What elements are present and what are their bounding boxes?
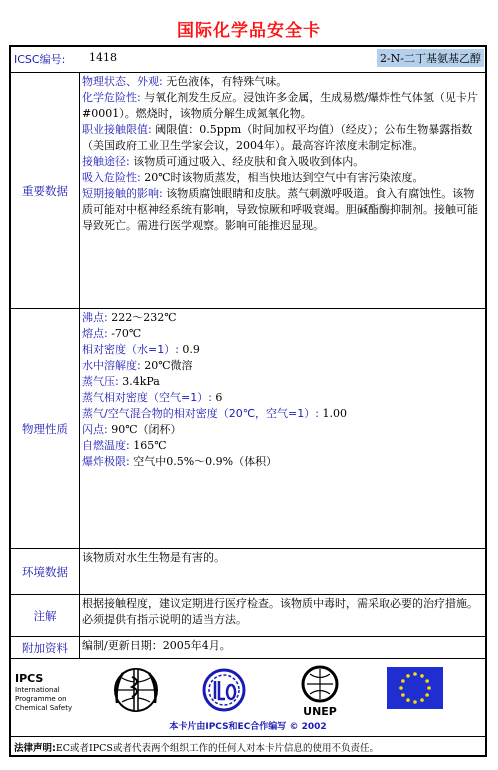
important-value: 与氧化剂发生反应。浸蚀许多金属，生成易燃/爆炸性气体氢（见卡片#0001）。燃烧时，该物质分解生成氮氧化物。 (82, 91, 478, 120)
chemical-name[interactable]: 2-N-二丁基氨基乙醇 (377, 49, 484, 67)
property-key: 爆炸极限: (82, 455, 130, 468)
important-key: 吸入危险性: (82, 171, 141, 184)
property-item (82, 422, 482, 438)
notes-text: 根据接触程度，建议定期进行医疗检查。该物质中毒时，需采取必要的治疗措施。必须提供有指示说明的适当方法。 (82, 597, 478, 626)
eu-star-icon (420, 698, 424, 702)
environment-row (11, 549, 485, 595)
property-value: 1.00 (322, 407, 347, 420)
legal-text: EC或者IPCS或者代表两个组织工作的任何人对本卡片信息的使用不负责任。 (55, 743, 379, 754)
important-key: 接触途径: (82, 155, 130, 168)
property-key: 蒸气相对密度（空气=1）: (82, 391, 212, 404)
important-item (82, 122, 482, 154)
property-item (82, 374, 482, 390)
property-item (82, 438, 482, 454)
property-key: 闪点: (82, 423, 108, 436)
eu-star-icon (401, 693, 405, 697)
eu-star-icon (406, 674, 410, 678)
ipcs-line: Chemical Safety (15, 704, 73, 712)
property-item (82, 454, 482, 470)
unep-emblem-icon (293, 663, 347, 717)
physical-properties-content (80, 309, 485, 548)
physical-properties-label: 物理性质 (11, 309, 80, 548)
important-item (82, 154, 482, 170)
property-key: 蒸气/空气混合物的相对密度（20℃，空气=1）: (82, 407, 319, 420)
property-key: 沸点: (82, 311, 108, 324)
property-value: 空气中0.5%～0.9%（体积） (133, 455, 278, 468)
ipcs-logo (15, 667, 72, 713)
important-key: 短期接触的影响: (82, 187, 163, 200)
eu-star-icon (413, 700, 417, 704)
eu-star-icon (413, 672, 417, 676)
ipcs-title: IPCS (15, 672, 44, 685)
important-item (82, 74, 482, 90)
ipcs-line: International (15, 686, 60, 694)
card-title: 国际化学品安全卡 (177, 21, 321, 41)
logo-row (11, 659, 485, 737)
important-data-content (80, 73, 485, 308)
property-item (82, 342, 482, 358)
physical-properties-row (11, 309, 485, 549)
legal-label: 法律声明: (14, 743, 56, 754)
property-key: 熔点: (82, 327, 108, 340)
important-data-label: 重要数据 (11, 73, 80, 308)
important-value: 该物质腐蚀眼睛和皮肤。蒸气刺激呼吸道。食入有腐蚀性。该物质可能对中枢神经系统有影响，导致惊厥和呼吸衰竭。胆碱酯酶抑制剂。接触可能导致死亡。需进行医学观察。影响可能推迟显现。 (82, 187, 478, 232)
property-key: 水中溶解度: (82, 359, 141, 372)
property-item (82, 358, 482, 374)
environment-label: 环境数据 (11, 549, 80, 594)
property-value: 3.4kPa (122, 375, 160, 388)
important-value: 阈限值：0.5ppm（时间加权平均值）（经皮）；公布生物暴露指数（美国政府工业卫生学家会议，2004年）。最高容许浓度未制定标准。 (82, 123, 473, 152)
property-value: 20℃微溶 (144, 359, 193, 372)
eu-star-icon (401, 679, 405, 683)
notes-label: 注解 (11, 595, 80, 636)
eu-star-icon (427, 686, 431, 690)
property-item (82, 326, 482, 342)
icsc-label: ICSC编号: (14, 53, 66, 66)
property-value: 222～232℃ (111, 311, 177, 324)
notes-row (11, 595, 485, 637)
eu-star-icon (399, 686, 403, 690)
property-value: -70℃ (111, 327, 142, 340)
property-item (82, 406, 482, 422)
property-key: 蒸气压: (82, 375, 119, 388)
who-emblem-icon (111, 665, 161, 715)
important-item (82, 186, 482, 234)
ilo-emblem-icon (201, 665, 247, 715)
property-value: 0.9 (182, 343, 200, 356)
important-value: 该物质可通过吸入、经皮肤和食入吸收到体内。 (133, 155, 365, 168)
eu-star-icon (425, 679, 429, 683)
additional-info-text: 编制/更新日期：2005年4月。 (82, 639, 231, 652)
eu-star-icon (420, 674, 424, 678)
header-row (11, 47, 485, 73)
additional-info-row (11, 637, 485, 659)
legal-notice (11, 737, 491, 757)
unep-text: UNEP (303, 705, 337, 717)
ipcs-line: Programme on (15, 695, 67, 703)
property-value: 6 (215, 391, 223, 404)
eu-star-icon (425, 693, 429, 697)
property-item (82, 390, 482, 406)
property-key: 相对密度（水=1）: (82, 343, 179, 356)
important-item (82, 90, 482, 122)
important-key: 化学危险性: (82, 91, 141, 104)
environment-text: 该物质对水生生物是有害的。 (82, 551, 225, 564)
property-value: 165℃ (133, 439, 167, 452)
important-value: 无色液体，有特殊气味。 (166, 75, 288, 88)
important-item (82, 170, 482, 186)
eu-flag-icon (387, 667, 443, 709)
important-data-row (11, 73, 485, 309)
safety-card (9, 45, 487, 757)
eu-star-icon (406, 698, 410, 702)
property-key: 自燃温度: (82, 439, 130, 452)
property-value: 90℃（闭杯） (111, 423, 182, 436)
important-value: 20℃时该物质蒸发，相当快地达到空气中有害污染浓度。 (144, 171, 424, 184)
important-key: 物理状态、外观: (82, 75, 163, 88)
property-item (82, 310, 482, 326)
important-key: 职业接触限值: (82, 123, 152, 136)
collaboration-note: 本卡片由IPCS和EC合作编写 © 2002 (169, 722, 327, 732)
icsc-number: 1418 (89, 51, 117, 64)
additional-info-label: 附加资料 (11, 637, 80, 658)
